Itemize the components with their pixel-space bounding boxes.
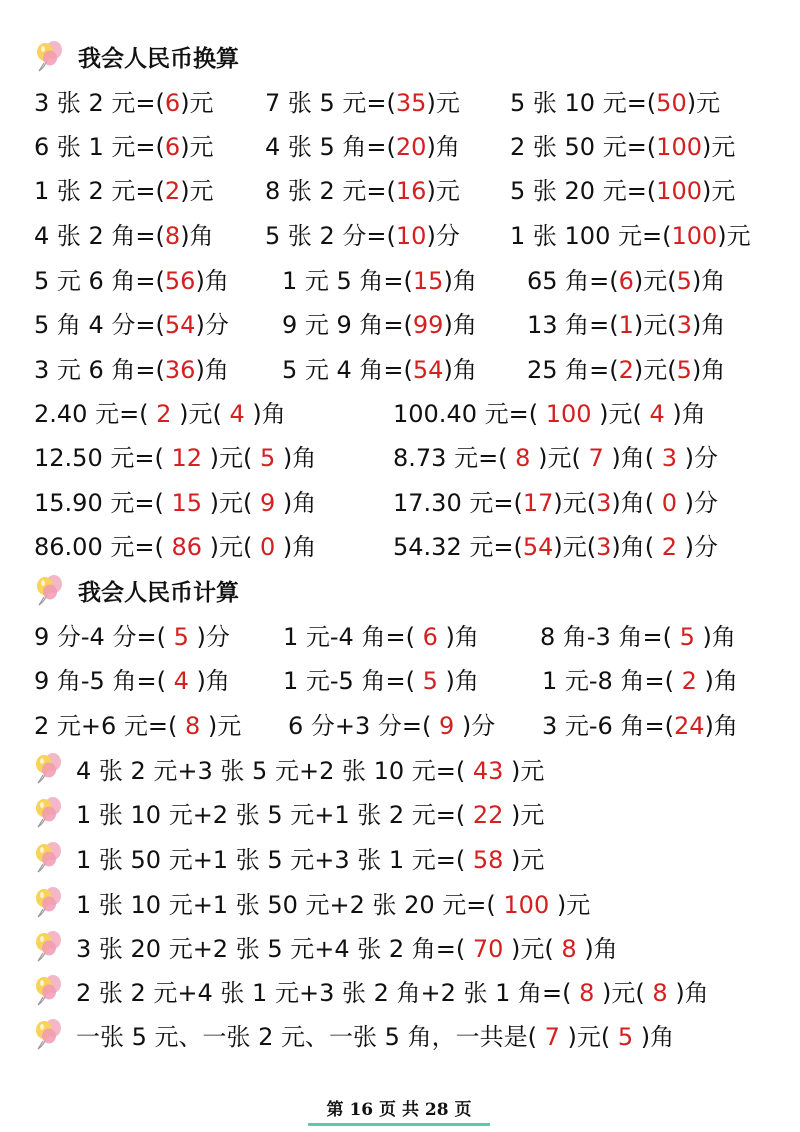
section-title: 我会人民币计算 (78, 580, 239, 606)
page-footer: 第 16 页 共 28 页 (308, 1097, 490, 1126)
problem-text: 2.40 元=( (34, 400, 157, 428)
exercise-item (510, 88, 720, 118)
problem-text: 7 张 5 元=( (265, 89, 396, 117)
problem-text: )角 (691, 356, 726, 384)
answer-value: 4 (229, 400, 245, 428)
problem-text: )元( (530, 444, 589, 472)
exercise-item (542, 666, 738, 696)
problem-text: )元 (717, 222, 751, 250)
answer-value: 1 (618, 311, 634, 339)
problem-text: 4 张 2 角=( (34, 222, 165, 250)
answer-value: 5 (676, 267, 692, 295)
problem-text: 2 张 2 元+4 张 1 元+3 张 2 角+2 张 1 角=( (76, 979, 580, 1007)
problem-text: )角 (576, 935, 618, 963)
answer-value: 3 (596, 489, 612, 517)
word-problem (76, 756, 544, 786)
exercise-item (282, 266, 477, 296)
answer-value: 5 (259, 444, 276, 472)
answer-value: 100 (656, 133, 702, 161)
exercise-item (393, 532, 718, 562)
answer-value: 6 (164, 133, 181, 161)
problem-text: )元 (426, 89, 460, 117)
answer-value: 5 (676, 356, 692, 384)
balloon-icon (34, 972, 64, 1006)
problem-text: 1 元-8 角=( (542, 667, 682, 695)
answer-value: 8 (164, 222, 181, 250)
exercise-item (542, 711, 738, 741)
answer-value: 8 (579, 979, 595, 1007)
exercise-item (34, 532, 316, 562)
problem-text: )角 (443, 311, 477, 339)
problem-text: 1 张 100 元=( (510, 222, 672, 250)
exercise-item (34, 399, 286, 429)
answer-value: 3 (676, 311, 692, 339)
problem-text: 3 元 6 角=( (34, 356, 165, 384)
answer-value: 100 (545, 400, 592, 428)
problem-text: 5 角 4 分=( (34, 311, 165, 339)
problem-text: 1 张 2 元=( (34, 177, 165, 205)
problem-text: )元 (701, 133, 736, 161)
problem-text: 8 张 2 元=( (265, 177, 396, 205)
answer-value: 4 (173, 667, 189, 695)
exercise-item (393, 399, 706, 429)
exercise-item (393, 488, 718, 518)
problem-text: 一张 5 元、一张 2 元、一张 5 角，一共是( (76, 1023, 545, 1051)
answer-value: 24 (673, 712, 705, 740)
exercise-item (283, 666, 479, 696)
answer-value: 54 (164, 311, 196, 339)
problem-text: 1 元-4 角=( (283, 623, 423, 651)
exercise-item (527, 310, 725, 340)
problem-text: )元( (553, 489, 597, 517)
problem-text: 5 张 20 元=( (510, 177, 657, 205)
problem-text: )角 (195, 356, 229, 384)
answer-value: 3 (661, 444, 677, 472)
answer-value: 54 (412, 356, 444, 384)
problem-text: 9 角-5 角=( (34, 667, 174, 695)
balloon-icon (34, 839, 64, 873)
section-title: 我会人民币换算 (78, 46, 239, 72)
answer-value: 15 (412, 267, 444, 295)
problem-text: 6 分+3 分=( (288, 712, 440, 740)
problem-text: )元 (701, 177, 736, 205)
problem-text: 15.90 元=( (34, 489, 172, 517)
problem-text: 65 角=( (527, 267, 619, 295)
answer-value: 2 (618, 356, 634, 384)
problem-text: )元 (180, 133, 214, 161)
answer-value: 8 (652, 979, 668, 1007)
balloon-icon (34, 1016, 64, 1050)
problem-text: 9 元 9 角=( (282, 311, 413, 339)
problem-text: )元 (503, 757, 545, 785)
problem-text: )角 (696, 667, 738, 695)
problem-text: )元 (180, 177, 214, 205)
exercise-item (510, 221, 751, 251)
problem-text: )角 (426, 133, 460, 161)
answer-value: 2 (156, 400, 172, 428)
answer-value: 5 (173, 623, 189, 651)
problem-text: )角 (664, 400, 706, 428)
problem-text: )角 (180, 222, 214, 250)
answer-value: 4 (649, 400, 665, 428)
answer-value: 16 (395, 177, 427, 205)
problem-text: )元( (503, 935, 562, 963)
answer-value: 99 (412, 311, 444, 339)
answer-value: 100 (656, 177, 702, 205)
problem-text: )角 (275, 533, 317, 561)
answer-value: 6 (422, 623, 438, 651)
exercise-item (282, 310, 477, 340)
answer-value: 6 (164, 89, 181, 117)
word-problem (76, 934, 618, 964)
problem-text: )分 (454, 712, 496, 740)
problem-text: )元 (503, 846, 545, 874)
exercise-item (34, 355, 229, 385)
answer-value: 5 (617, 1023, 634, 1051)
problem-text: 100.40 元=( (393, 400, 546, 428)
problem-text: 5 元 4 角=( (282, 356, 413, 384)
answer-value: 15 (171, 489, 202, 517)
exercise-item (265, 221, 460, 251)
problem-text: 54.32 元=( (393, 533, 523, 561)
problem-text: 25 角=( (527, 356, 619, 384)
exercise-item (527, 355, 725, 385)
problem-text: )角 (694, 623, 736, 651)
problem-text: 1 张 10 元+1 张 50 元+2 张 20 元=( (76, 891, 504, 919)
problem-text: )角 (188, 667, 230, 695)
problem-text: )元( (591, 400, 650, 428)
answer-value: 8 (561, 935, 577, 963)
exercise-item (34, 622, 230, 652)
answer-value: 7 (544, 1023, 560, 1051)
problem-text: )元( (633, 267, 677, 295)
exercise-item (510, 132, 735, 162)
word-problem (76, 845, 544, 875)
answer-value: 36 (164, 356, 196, 384)
answer-value: 86 (171, 533, 202, 561)
problem-text: 9 分-4 分=( (34, 623, 174, 651)
problem-text: )元 (686, 89, 721, 117)
problem-text: 2 张 50 元=( (510, 133, 657, 161)
answer-value: 7 (588, 444, 604, 472)
answer-value: 5 (679, 623, 695, 651)
answer-value: 5 (422, 667, 438, 695)
problem-text: )角 (244, 400, 286, 428)
exercise-item (265, 176, 460, 206)
answer-value: 20 (395, 133, 427, 161)
problem-text: 1 张 10 元+2 张 5 元+1 张 2 元=( (76, 801, 473, 829)
problem-text: )角 (437, 623, 479, 651)
problem-text: )角( (603, 444, 662, 472)
exercise-item (288, 711, 495, 741)
answer-value: 70 (472, 935, 504, 963)
problem-text: )元( (201, 533, 260, 561)
problem-text: )角( (611, 489, 662, 517)
problem-text: )角 (443, 267, 477, 295)
answer-value: 100 (503, 891, 550, 919)
exercise-item (265, 132, 460, 162)
problem-text: 1 张 50 元+1 张 5 元+3 张 1 元=( (76, 846, 473, 874)
problem-text: )角 (437, 667, 479, 695)
exercise-item (283, 622, 479, 652)
problem-text: )元 (200, 712, 242, 740)
answer-value: 0 (259, 533, 276, 561)
exercise-item (34, 266, 229, 296)
balloon-icon (34, 928, 64, 962)
problem-text: )元 (426, 177, 460, 205)
answer-value: 0 (661, 489, 678, 517)
exercise-item (34, 488, 316, 518)
problem-text: 5 元 6 角=( (34, 267, 165, 295)
problem-text: )分 (426, 222, 460, 250)
problem-text: )角 (275, 489, 317, 517)
answer-value: 35 (395, 89, 427, 117)
problem-text: )分 (188, 623, 230, 651)
exercise-item (282, 355, 477, 385)
exercise-item (34, 666, 230, 696)
answer-value: 6 (618, 267, 634, 295)
problem-text: )元 (503, 801, 545, 829)
problem-text: )元( (633, 311, 677, 339)
word-problem (76, 978, 709, 1008)
exercise-item (34, 176, 214, 206)
answer-value: 58 (472, 846, 504, 874)
answer-value: 2 (164, 177, 181, 205)
answer-value: 10 (395, 222, 427, 250)
answer-value: 3 (596, 533, 612, 561)
problem-text: 3 张 20 元+2 张 5 元+4 张 2 角=( (76, 935, 473, 963)
problem-text: 2 元+6 元=( (34, 712, 186, 740)
problem-text: 17.30 元=( (393, 489, 523, 517)
answer-value: 8 (185, 712, 201, 740)
answer-value: 56 (164, 267, 196, 295)
problem-text: )角 (691, 267, 726, 295)
problem-text: )分 (677, 489, 719, 517)
exercise-item (540, 622, 736, 652)
word-problem (76, 890, 590, 920)
problem-text: )元( (171, 400, 230, 428)
answer-value: 9 (439, 712, 455, 740)
problem-text: )角 (633, 1023, 675, 1051)
problem-text: )角 (443, 356, 477, 384)
problem-text: )角 (691, 311, 726, 339)
problem-text: 3 元-6 角=( (542, 712, 674, 740)
exercise-item (510, 176, 735, 206)
answer-value: 12 (171, 444, 202, 472)
answer-value: 50 (656, 89, 687, 117)
problem-text: )元( (553, 533, 597, 561)
problem-text: 8.73 元=( (393, 444, 516, 472)
problem-text: 1 元-5 角=( (283, 667, 423, 695)
problem-text: )分 (195, 311, 229, 339)
exercise-item (34, 711, 241, 741)
balloon-icon (35, 572, 65, 606)
exercise-item (265, 88, 460, 118)
exercise-item (34, 132, 214, 162)
problem-text: )元 (180, 89, 214, 117)
answer-value: 22 (472, 801, 504, 829)
problem-text: )元( (201, 489, 260, 517)
exercise-item (34, 221, 214, 251)
exercise-item (527, 266, 725, 296)
problem-text: )元( (559, 1023, 618, 1051)
word-problem (76, 1022, 674, 1052)
problem-text: )角( (611, 533, 662, 561)
answer-value: 9 (259, 489, 276, 517)
problem-text: )元( (594, 979, 653, 1007)
problem-text: )元( (201, 444, 260, 472)
exercise-item (34, 443, 316, 473)
balloon-icon (34, 750, 64, 784)
problem-text: 3 张 2 元=( (34, 89, 165, 117)
problem-text: 86.00 元=( (34, 533, 172, 561)
answer-value: 2 (661, 533, 678, 561)
balloon-icon (34, 794, 64, 828)
problem-text: )角 (195, 267, 229, 295)
problem-text: 4 张 2 元+3 张 5 元+2 张 10 元=( (76, 757, 473, 785)
answer-value: 2 (681, 667, 697, 695)
problem-text: )角 (704, 712, 738, 740)
problem-text: )角 (667, 979, 709, 1007)
word-problem (76, 800, 544, 830)
problem-text: 5 张 10 元=( (510, 89, 657, 117)
problem-text: )分 (676, 444, 718, 472)
answer-value: 100 (671, 222, 718, 250)
answer-value: 54 (522, 533, 554, 561)
exercise-item (393, 443, 718, 473)
problem-text: 8 角-3 角=( (540, 623, 680, 651)
problem-text: )元 (549, 891, 591, 919)
exercise-item (34, 88, 214, 118)
problem-text: 4 张 5 角=( (265, 133, 396, 161)
problem-text: 13 角=( (527, 311, 619, 339)
problem-text: )元( (633, 356, 677, 384)
answer-value: 8 (515, 444, 531, 472)
answer-value: 17 (522, 489, 554, 517)
problem-text: 5 张 2 分=( (265, 222, 396, 250)
balloon-icon (35, 38, 65, 72)
balloon-icon (34, 884, 64, 918)
problem-text: 6 张 1 元=( (34, 133, 165, 161)
answer-value: 43 (472, 757, 504, 785)
problem-text: 12.50 元=( (34, 444, 172, 472)
exercise-item (34, 310, 229, 340)
problem-text: )分 (677, 533, 719, 561)
problem-text: 1 元 5 角=( (282, 267, 413, 295)
problem-text: )角 (275, 444, 317, 472)
